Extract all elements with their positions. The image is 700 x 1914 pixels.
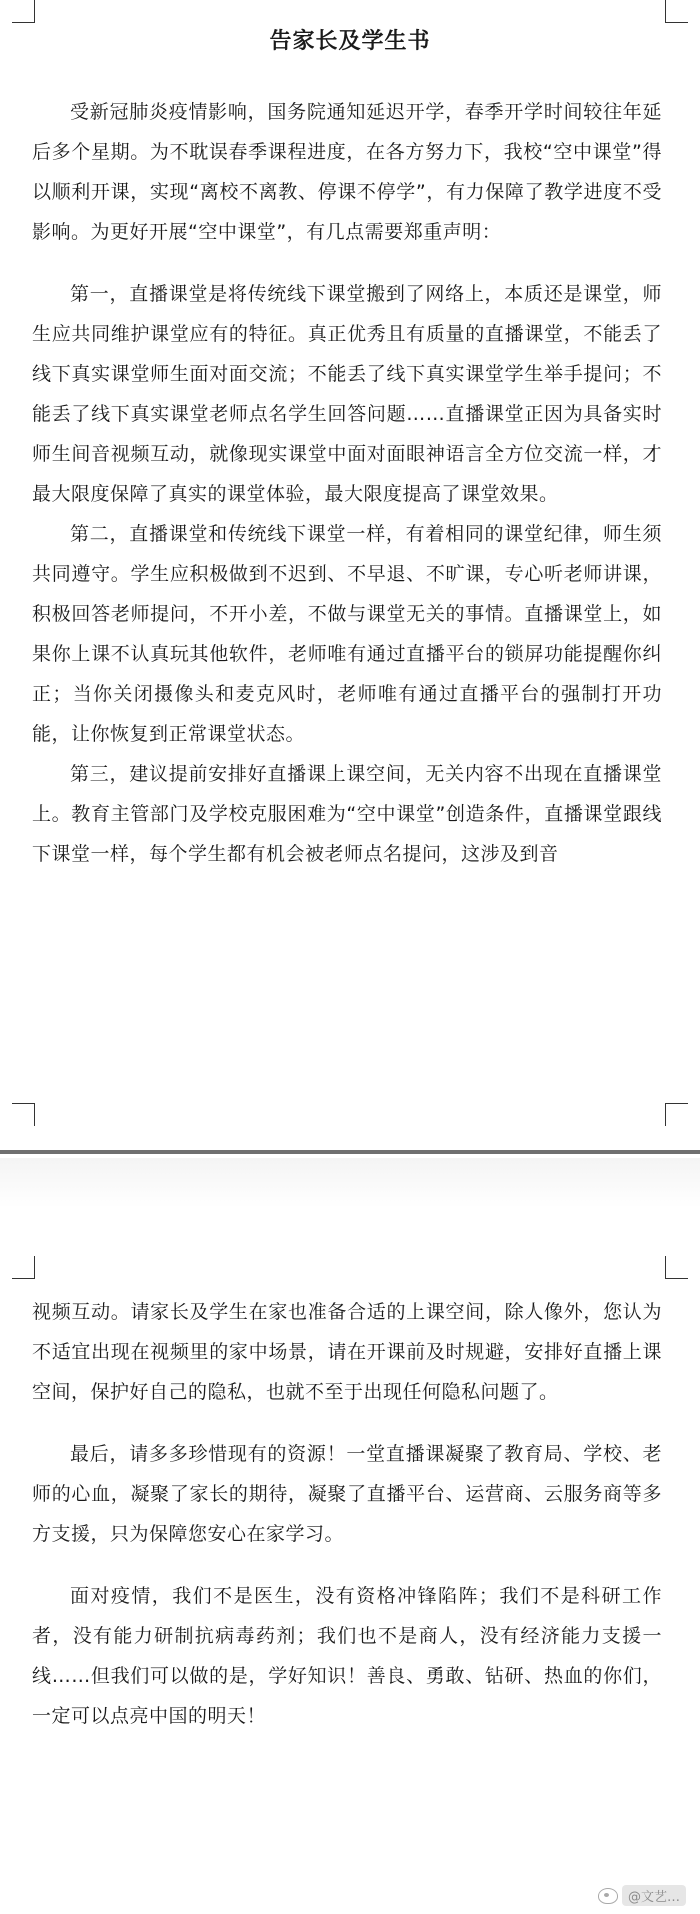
page-corner-mark: [12, 0, 35, 23]
page-separator: [0, 1150, 700, 1208]
paragraph-second: 第二，直播课堂和传统线下课堂一样，有着相同的课堂纪律，师生须共同遵守。学生应积极做到不迟到、不早退、不旷课，专心听老师讲课，积极回答老师提问，不开小差，不做与课堂无关的事情。直播课堂上，如果你上课不认真玩其他软件，老师唯有通过直播平台的锁屏功能提醒你纠正；当你关闭摄像头和麦克风时，老师唯有通过直播平台的强制打开功能，让你恢复到正常课堂状态。: [32, 523, 662, 745]
paragraph-finally: 最后，请多多珍惜现有的资源！一堂直播课凝聚了教育局、学校、老师的心血，凝聚了家长的期待，凝聚了直播平台、运营商、云服务商等多方支援，只为保障您安心在家学习。: [32, 1443, 662, 1545]
page-corner-mark: [665, 0, 688, 23]
paragraph-closing: 面对疫情，我们不是医生，没有资格冲锋陷阵；我们不是科研工作者，没有能力研制抗病毒药剂；我们也不是商人，没有经济能力支援一线……但我们可以做的是，学好知识！善良、勇敢、钻研、热血的你们，一定可以点亮中国的明天！: [32, 1585, 662, 1727]
page-corner-mark: [665, 1256, 688, 1279]
weibo-logo-icon: [598, 1888, 618, 1904]
weibo-watermark: [598, 1885, 686, 1906]
paragraph-continuation: 视频互动。请家长及学生在家也准备合适的上课空间，除人像外，您认为不适宜出现在视频里的家中场景，请在开课前及时规避，安排好直播上课空间，保护好自己的隐私，也就不至于出现任何隐私问题了。: [32, 1301, 662, 1403]
page-corner-mark: [12, 1103, 35, 1126]
document-title: 告家长及学生书: [269, 29, 431, 54]
paragraph-third: 第三，建议提前安排好直播课上课空间，无关内容不出现在直播课堂上。教育主管部门及学校克服困难为“空中课堂”创造条件，直播课堂跟线下课堂一样，每个学生都有机会被老师点名提问，这涉及到音: [32, 763, 662, 865]
document-page-2: [0, 1208, 700, 1914]
page-corner-mark: [665, 1103, 688, 1126]
paragraph-intro: 受新冠肺炎疫情影响，国务院通知延迟开学，春季开学时间较往年延后多个星期。为不耽误春季课程进度，在各方努力下，我校“空中课堂”得以顺利开课，实现“离校不离教、停课不停学”，有力保障了教学进度不受影响。为更好开展“空中课堂”，有几点需要郑重声明：: [32, 101, 662, 243]
page-2-body: [32, 1292, 662, 1736]
paragraph-first: 第一，直播课堂是将传统线下课堂搬到了网络上，本质还是课堂，师生应共同维护课堂应有的特征。真正优秀且有质量的直播课堂，不能丢了线下真实课堂师生面对面交流；不能丢了线下真实课堂学生举手提问；不能丢了线下真实课堂老师点名学生回答问题……直播课堂正因为具备实时师生间音视频互动，就像现实课堂中面对面眼神语言全方位交流一样，才最大限度保障了真实的课堂体验，最大限度提高了课堂效果。: [32, 283, 662, 505]
page-1-body: [32, 92, 662, 874]
page-corner-mark: [12, 1256, 35, 1279]
watermark-text: @文艺…: [622, 1885, 686, 1906]
